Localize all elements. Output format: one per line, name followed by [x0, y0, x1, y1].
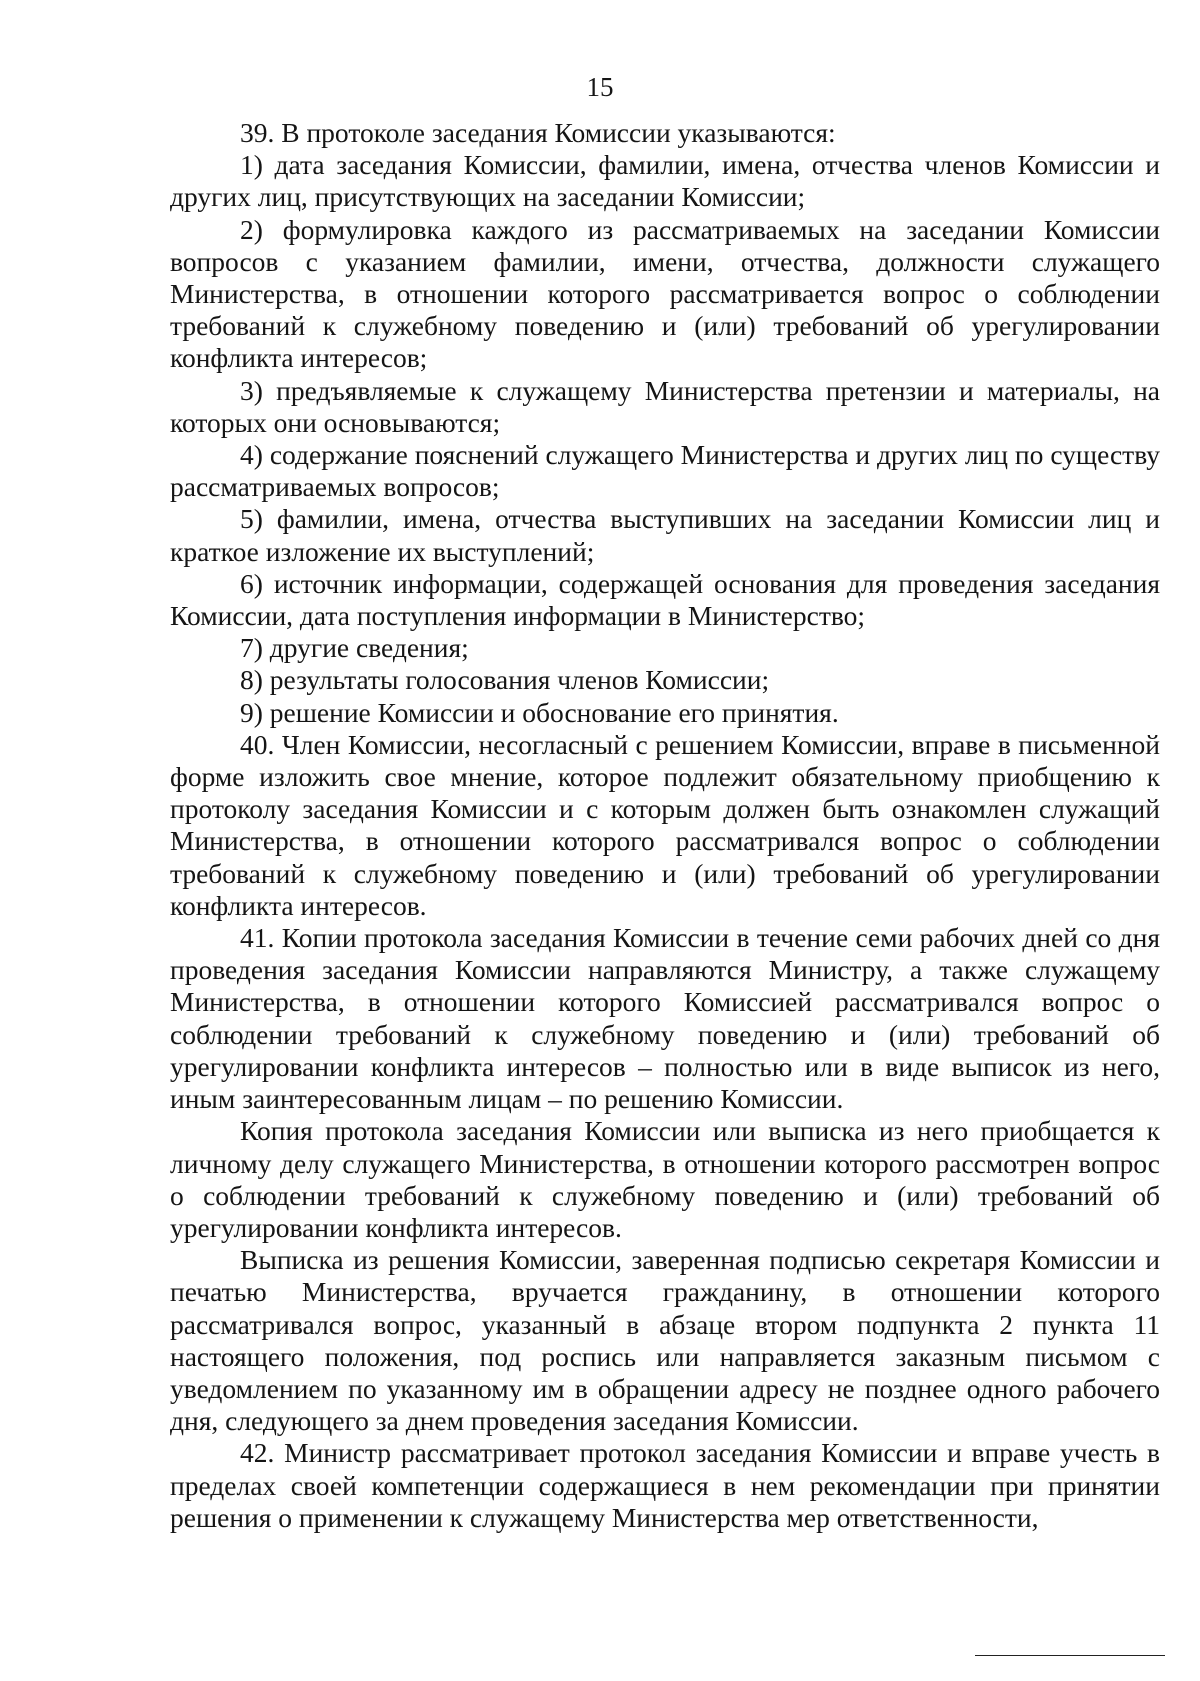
- list-item-7: 7) другие сведения;: [240, 632, 469, 664]
- paragraph-39-intro: 39. В протоколе заседания Комиссии указываются:: [240, 117, 836, 148]
- list-item-8: 8) результаты голосования членов Комиссии;: [240, 664, 770, 696]
- page-number: 15: [586, 72, 614, 102]
- list-item-4: 4) содержание пояснений служащего Министерства и других лиц по существу рассматриваемых вопросов;: [170, 439, 1160, 503]
- list-item-6: 6) источник информации, содержащей основания для проведения заседания Комиссии, дата поступления информации в Министерство;: [170, 567, 1160, 632]
- paragraph-41: 41. Копии протокола заседания Комиссии в течение семи рабочих дней со дня проведения заседания Комиссии направляются Министру, а также служащему Министерства, в отношении которого Комиссией рассматривался вопрос о соблюдении требований к служебному поведению и (или) требований об урегулировании конфликта интересов – полностью или в виде выписок из него, иным заинтересованным лицам – по решению Комиссии.: [170, 922, 1160, 1115]
- list-item-5: 5) фамилии, имена, отчества выступивших на заседании Комиссии лиц и краткое изложение их выступлений;: [170, 503, 1160, 567]
- list-item-2: 2) формулировка каждого из рассматриваемых на заседании Комиссии вопросов с указанием фамилии, имени, отчества, должности служащего Министерства, в отношении которого рассматривается вопрос о соблюдении требований к служебному поведению и (или) требований об урегулировании конфликта интересов;: [170, 213, 1160, 374]
- list-item-3: 3) предъявляемые к служащему Министерства претензии и материалы, на которых они основываются;: [170, 374, 1160, 438]
- paragraph-41-extract: Выписка из решения Комиссии, заверенная подписью секретаря Комиссии и печатью Министерства, вручается гражданину, в отношении которого рассматривался вопрос, указанный в абзаце втором подпункта 2 пункта 11 настоящего положения, под роспись или направляется заказным письмом с уведомлением по указанному им в обращении адресу не позднее одного рабочего дня, следующего за днем проведения заседания Комиссии.: [170, 1244, 1160, 1437]
- paragraph-40: 40. Член Комиссии, несогласный с решением Комиссии, вправе в письменной форме изложить свое мнение, которое подлежит обязательному приобщению к протоколу заседания Комиссии и с которым должен быть ознакомлен служащий Министерства, в отношении которого рассматривался вопрос о соблюдении требований к служебному поведению и (или) требований об урегулировании конфликта интересов.: [170, 728, 1160, 921]
- list-item-9: 9) решение Комиссии и обоснование его принятия.: [240, 696, 839, 728]
- footer-rule: [975, 1655, 1165, 1656]
- list-item-1: 1) дата заседания Комиссии, фамилии, имена, отчества членов Комиссии и других лиц, присутствующих на заседании Комиссии;: [170, 149, 1160, 213]
- paragraph-42: 42. Министр рассматривает протокол заседания Комиссии и вправе учесть в пределах своей компетенции содержащиеся в нем рекомендации при принятии решения о применении к служащему Министерства мер ответственности,: [170, 1437, 1160, 1533]
- document-body: [170, 117, 1160, 1534]
- paragraph-41-copy: Копия протокола заседания Комиссии или выписка из него приобщается к личному делу служащего Министерства, в отношении которого рассмотрен вопрос о соблюдении требований к служебному поведению и (или) требований об урегулировании конфликта интересов.: [170, 1115, 1160, 1243]
